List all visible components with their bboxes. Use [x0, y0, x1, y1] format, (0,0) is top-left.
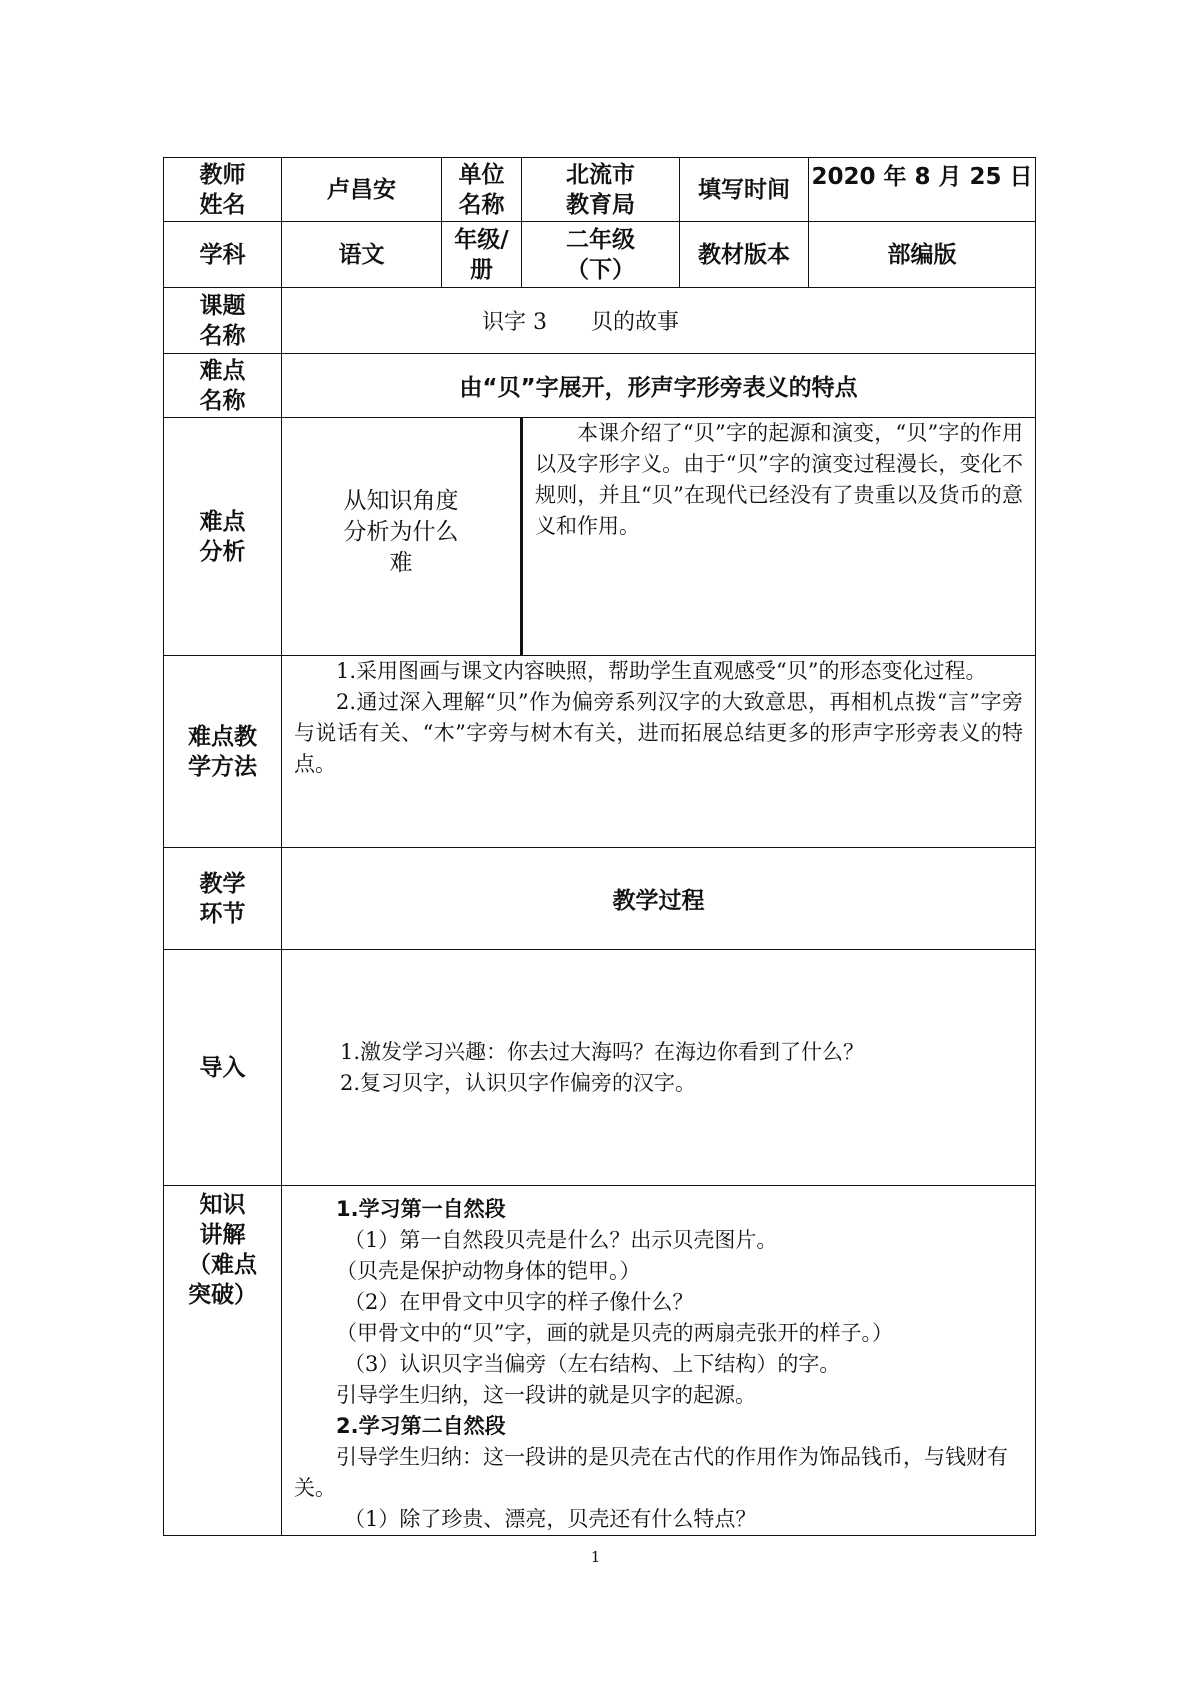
- knowledge-line: （1）除了珍贵、漂亮，贝壳还有什么特点？: [344, 1507, 757, 1531]
- intro-line-2: 2.复习贝字，认识贝字作偏旁的汉字。: [340, 1070, 697, 1095]
- fill-time-label: 填写时间: [680, 158, 809, 222]
- unit-name: 北流市 教育局: [522, 158, 680, 222]
- header-row-1: [164, 158, 1036, 222]
- process-row: [164, 848, 1036, 950]
- page-number: 1: [590, 1548, 601, 1566]
- teacher-name: 卢昌安: [282, 158, 442, 222]
- knowledge-text-cell: [282, 1186, 1036, 1536]
- edition-value: 部编版: [809, 222, 1036, 288]
- lesson-plan-table: [163, 157, 1036, 1536]
- topic-row: [164, 288, 1036, 354]
- difficulty-label: 难点 名称: [164, 354, 282, 418]
- unit-label: 单位 名称: [442, 158, 522, 222]
- analysis-label: 难点 分析: [164, 418, 282, 656]
- method-point-1: 1.采用图画与课文内容映照，帮助学生直观感受“贝”的形态变化过程。: [336, 659, 987, 683]
- knowledge-line: （甲骨文中的“贝”字，画的就是贝壳的两扇壳张开的样子。）: [336, 1321, 893, 1345]
- method-text-cell: [282, 656, 1036, 848]
- knowledge-label: 知识 讲解 （难点 突破）: [164, 1186, 282, 1536]
- knowledge-line: 2.学习第二自然段: [336, 1414, 506, 1438]
- knowledge-line: 引导学生归纳，这一段讲的就是贝字的起源。: [336, 1383, 756, 1407]
- knowledge-line: （贝壳是保护动物身体的铠甲。）: [336, 1259, 641, 1283]
- grade-label: 年级/ 册: [442, 222, 522, 288]
- method-row: [164, 656, 1036, 848]
- edition-label: 教材版本: [680, 222, 809, 288]
- topic-value: 识字 3 贝的故事: [282, 288, 1036, 354]
- knowledge-line: （3）认识贝字当偏旁（左右结构、上下结构）的字。: [344, 1352, 841, 1376]
- intro-label: 导入: [164, 950, 282, 1186]
- method-label: 难点教 学方法: [164, 656, 282, 848]
- difficulty-row: [164, 354, 1036, 418]
- analysis-sub-label: 从知识角度 分析为什么 难: [282, 418, 522, 656]
- difficulty-value: 由“贝”字展开，形声字形旁表义的特点: [282, 354, 1036, 418]
- intro-row: [164, 950, 1036, 1186]
- knowledge-line: 引导学生归纳：这一段讲的是贝壳在古代的作用作为饰品钱币，与钱财有关。: [294, 1445, 1008, 1500]
- knowledge-line: （1）第一自然段贝壳是什么？出示贝壳图片。: [344, 1228, 778, 1252]
- method-point-2: 2.通过深入理解“贝”作为偏旁系列汉字的大致意思，再相机点拨“言”字旁与说话有关、“木”字旁与树木有关，进而拓展总结更多的形声字形旁表义的特点。: [294, 690, 1023, 776]
- grade-value: 二年级 （下）: [522, 222, 680, 288]
- knowledge-line: （2）在甲骨文中贝字的样子像什么？: [344, 1290, 694, 1314]
- intro-text-cell: [282, 950, 1036, 1186]
- subject-value: 语文: [282, 222, 442, 288]
- topic-label: 课题 名称: [164, 288, 282, 354]
- knowledge-row: [164, 1186, 1036, 1536]
- teacher-label: 教师 姓名: [164, 158, 282, 222]
- process-value: 教学过程: [282, 848, 1036, 950]
- analysis-row: [164, 418, 1036, 656]
- subject-label: 学科: [164, 222, 282, 288]
- knowledge-line: 1.学习第一自然段: [336, 1197, 506, 1221]
- fill-time-value: 2020 年 8 月 25 日: [809, 158, 1036, 222]
- analysis-text-cell: [522, 418, 1036, 656]
- header-row-2: [164, 222, 1036, 288]
- process-label: 教学 环节: [164, 848, 282, 950]
- analysis-text: 本课介绍了“贝”字的起源和演变，“贝”字的作用以及字形字义。由于“贝”字的演变过程漫长，变化不规则，并且“贝”在现代已经没有了贵重以及货币的意义和作用。: [535, 421, 1023, 538]
- intro-line-1: 1.激发学习兴趣：你去过大海吗？在海边你看到了什么？: [340, 1039, 865, 1064]
